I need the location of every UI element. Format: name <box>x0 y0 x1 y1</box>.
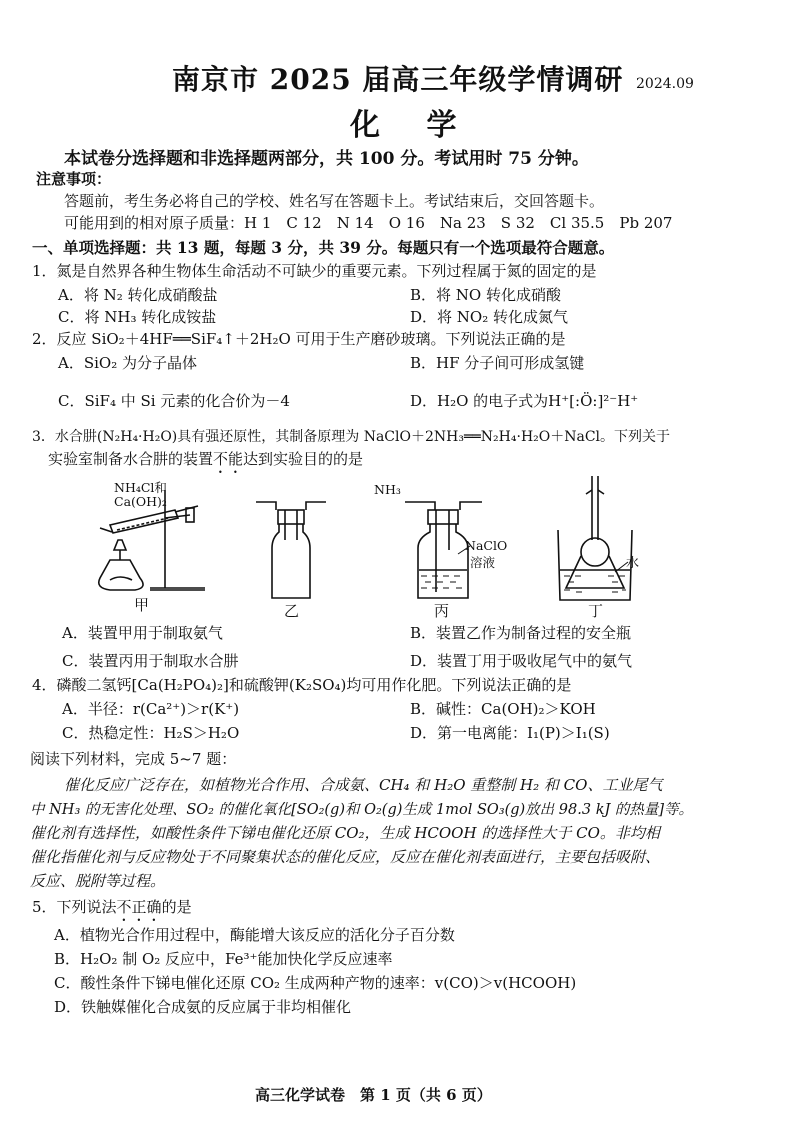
figure-label-ding: 丁 <box>588 602 604 620</box>
notes-line-1: 答题前，考生务必将自己的学校、姓名写在答题卡上。考试结束后，交回答题卡。 <box>64 192 605 210</box>
q1-option-c: C．将 NH₃ 转化成铵盐 <box>58 308 217 326</box>
q5-stem-emphasis: 不正确 <box>116 898 162 916</box>
figure-label-yi: 乙 <box>284 602 300 620</box>
q3-stem-part-1: 实验室制备水合肼的装置 <box>48 450 214 468</box>
q3-option-a: A．装置甲用于制取氨气 <box>62 624 223 642</box>
section-heading: 一、单项选择题：共 13 题，每题 3 分，共 39 分。每题只有一个选项最符合题意。 <box>32 238 615 257</box>
q3-stem-part-3: 达到实验目的的是 <box>243 450 364 468</box>
figure-label-bing: 丙 <box>434 602 450 620</box>
q2-stem: 2．反应 SiO₂＋4HF══SiF₄↑＋2H₂O 可用于生产磨砂玻璃。下列说法正确的是 <box>32 330 566 348</box>
q4-option-a: A．半径：r(Ca²⁺)＞r(K⁺) <box>62 700 240 718</box>
reading-paragraph-line-4: 催化指催化剂与反应物处于不同聚集状态的催化反应，反应在催化剂表面进行，主要包括吸附、 <box>30 848 661 866</box>
q1-option-d: D．将 NO₂ 转化成氮气 <box>410 308 568 326</box>
exam-intro: 本试卷分选择题和非选择题两部分，共 100 分。考试用时 75 分钟。 <box>64 149 589 169</box>
q2-option-b: B．HF 分子间可形成氢键 <box>410 354 585 372</box>
q5-option-a: A．植物光合作用过程中，酶能增大该反应的活化分子百分数 <box>54 926 455 944</box>
q5-stem-part-1: 5．下列说法 <box>32 898 117 916</box>
q1-stem: 1．氮是自然界各种生物体生命活动不可缺少的重要元素。下列过程属于氮的固定的是 <box>32 262 597 280</box>
reading-paragraph-line-1: 催化反应广泛存在，如植物光合作用、合成氨、CH₄ 和 H₂O 重整制 H₂ 和 CO、工业尾气 <box>64 776 663 794</box>
q4-option-b: B．碱性：Ca(OH)₂＞KOH <box>410 700 596 718</box>
q5-option-c: C．酸性条件下锑电催化还原 CO₂ 生成两种产物的速率：v(CO)＞v(HCOOH) <box>54 974 577 992</box>
q5-option-d: D．铁触媒催化合成氨的反应属于非均相催化 <box>54 998 352 1016</box>
q4-option-d: D．第一电离能：I₁(P)＞I₁(S) <box>410 724 610 742</box>
q2-option-c: C．SiF₄ 中 Si 元素的化合价为－4 <box>58 392 290 410</box>
q3-option-b: B．装置乙作为制备过程的安全瓶 <box>410 624 632 642</box>
exam-date: 2024.09 <box>636 76 694 92</box>
reading-paragraph-line-2: 中 NH₃ 的无害化处理、SO₂ 的催化氧化[SO₂(g)和 O₂(g)生成 1mol SO₃(g)放出 98.3 kJ 的热量]等。 <box>30 802 694 818</box>
q4-option-c: C．热稳定性：H₂S＞H₂O <box>62 724 240 742</box>
reading-paragraph-line-3: 催化剂有选择性，如酸性条件下锑电催化还原 CO₂，生成 HCOOH 的选择性大于 CO。非均相 <box>30 824 660 842</box>
q3-stem-emphasis: 不能 <box>213 450 244 468</box>
q5-stem <box>32 896 192 925</box>
water-label: 水 <box>626 556 640 571</box>
reading-intro: 阅读下列材料，完成 5~7 题： <box>30 750 237 768</box>
apparatus-yi <box>256 502 326 598</box>
naclo-solution-label: 溶液 <box>470 555 496 570</box>
nh3-label: NH₃ <box>374 482 401 497</box>
q3-option-c: C．装置丙用于制取水合肼 <box>62 652 239 670</box>
naclo-label: NaClO <box>465 538 508 553</box>
q3-stem-line-1: 3．水合肼(N₂H₄·H₂O)具有强还原性，其制备原理为 NaClO＋2NH₃══N₂H₄·H₂O＋NaCl。下列关于 <box>32 429 671 445</box>
apparatus-ding <box>558 476 632 600</box>
notes-line-2: 可能用到的相对原子质量：H 1 C 12 N 14 O 16 Na 23 S 32 Cl 35.5 Pb 207 <box>64 214 673 232</box>
reagent-label-2: Ca(OH)₂ <box>114 494 167 509</box>
q5-stem-part-3: 的是 <box>161 898 192 916</box>
q2-option-d: D．H₂O 的电子式为H⁺[:Ö:]²⁻H⁺ <box>410 392 639 410</box>
q1-option-a: A．将 N₂ 转化成硝酸盐 <box>58 286 218 304</box>
q5-option-b: B．H₂O₂ 制 O₂ 反应中，Fe³⁺能加快化学反应速率 <box>54 950 393 968</box>
reagent-label-1: NH₄Cl和 <box>114 480 167 495</box>
exam-title: 南京市 2025 届高三年级学情调研 <box>172 63 624 96</box>
q2-option-a: A．SiO₂ 为分子晶体 <box>58 354 197 372</box>
subject-title: 化 学 <box>350 108 475 143</box>
q1-option-b: B．将 NO 转化成硝酸 <box>410 286 561 304</box>
page-footer: 高三化学试卷 第 1 页（共 6 页） <box>255 1086 492 1104</box>
q3-option-d: D．装置丁用于吸收尾气中的氨气 <box>410 652 633 670</box>
figure-label-jia: 甲 <box>134 596 150 614</box>
q4-stem: 4．磷酸二氢钙[Ca(H₂PO₄)₂]和硫酸钾(K₂SO₄)均可用作化肥。下列说法正确的是 <box>32 676 572 694</box>
notes-heading: 注意事项： <box>36 170 112 188</box>
reading-paragraph-line-5: 反应、脱附等过程。 <box>30 872 166 890</box>
